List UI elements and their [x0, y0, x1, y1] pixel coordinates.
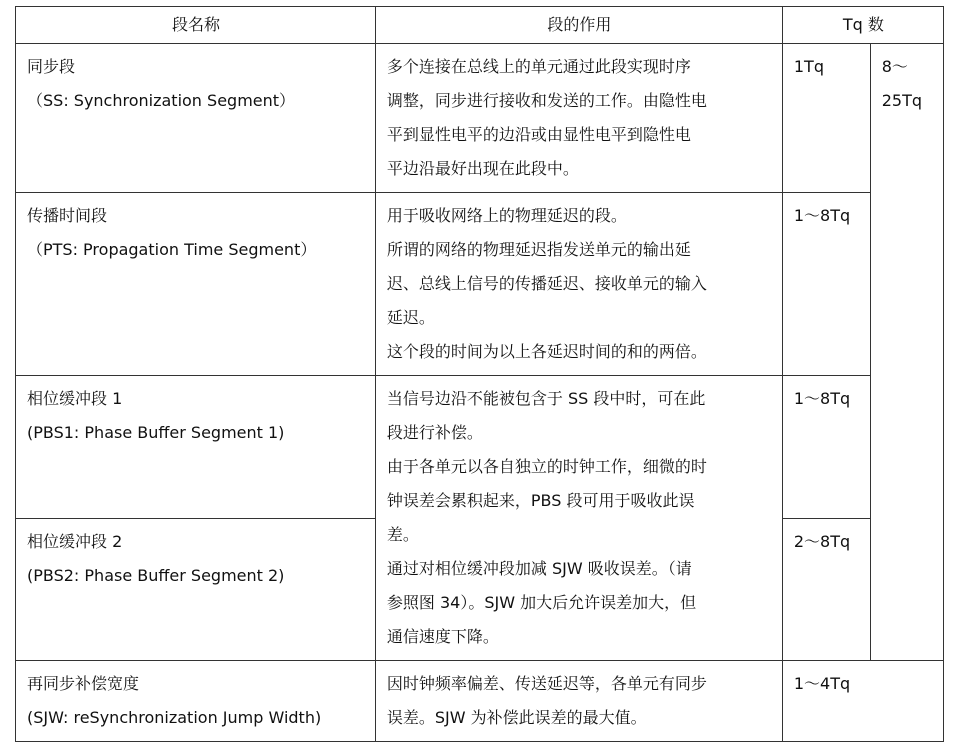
header-segment-role: 段的作用: [375, 7, 782, 44]
segment-name-cell: [16, 376, 376, 519]
role-line: 差。: [386, 525, 419, 544]
segment-name-cn: 传播时间段: [27, 206, 108, 225]
table-row-pbs1: [16, 376, 944, 519]
segment-name-cell: [16, 661, 376, 742]
role-line: 参照图 34）。SJW 加大后允许误差加大，但: [386, 593, 697, 612]
header-segment-name: 段名称: [16, 7, 376, 44]
segment-tq: 2～8Tq: [793, 531, 851, 551]
segment-name-cn: 再同步补偿宽度: [27, 674, 140, 693]
header-tq-count: Tq 数: [782, 7, 943, 44]
header-row: [16, 7, 944, 44]
role-line: 迟、总线上信号的传播延迟、接收单元的输入: [386, 274, 707, 293]
role-line: 平边沿最好出现在此段中。: [386, 159, 579, 178]
role-line: 延迟。: [386, 308, 435, 327]
role-line: 用于吸收网络上的物理延迟的段。: [386, 206, 627, 225]
role-line: 钟误差会累积起来，PBS 段可用于吸收此误: [386, 491, 695, 510]
role-line: 平到显性电平的边沿或由显性电平到隐性电: [386, 125, 691, 144]
table-row-sjw: [16, 661, 944, 742]
segment-name-cell: [16, 44, 376, 193]
segment-name-cell: [16, 518, 376, 661]
segment-tq-cell: [782, 661, 943, 742]
role-line: 由于各单元以各自独立的时钟工作，细微的时: [386, 457, 707, 476]
role-line: 因时钟频率偏差、传送延迟等，各单元有同步: [386, 674, 707, 693]
role-line: 通过对相位缓冲段加减 SJW 吸收误差。（请: [386, 559, 692, 578]
total-tq-cell: [870, 44, 943, 661]
segment-role-cell: [375, 661, 782, 742]
role-line: 误差。SJW 为补偿此误差的最大值。: [386, 708, 647, 727]
table-row-pts: [16, 193, 944, 376]
role-line: 通信速度下降。: [386, 627, 499, 646]
segment-role-cell: [375, 44, 782, 193]
role-line: 当信号边沿不能被包含于 SS 段中时，可在此: [386, 389, 706, 408]
role-line: 调整，同步进行接收和发送的工作。由隐性电: [386, 91, 707, 110]
total-tq-line: 25Tq: [881, 91, 923, 110]
role-line: 所谓的网络的物理延迟指发送单元的输出延: [386, 240, 691, 259]
segment-name-en: (PBS1: Phase Buffer Segment 1): [27, 423, 285, 442]
segment-tq: 1Tq: [793, 57, 824, 76]
segment-tq-cell: [782, 518, 870, 661]
segment-tq-cell: [782, 376, 870, 519]
role-line: 段进行补偿。: [386, 423, 483, 442]
segment-role-cell: [375, 193, 782, 376]
segment-name-cell: [16, 193, 376, 376]
role-line: 多个连接在总线上的单元通过此段实现时序: [386, 57, 691, 76]
segment-tq: 1～4Tq: [793, 674, 851, 693]
segment-tq-cell: [782, 193, 870, 376]
segment-name-cn: 相位缓冲段 1: [27, 389, 123, 408]
segment-name-cn: 同步段: [27, 57, 76, 76]
segment-tq: 1～8Tq: [793, 389, 851, 408]
segment-name-cn: 相位缓冲段 2: [27, 531, 123, 551]
segment-name-en: （PTS: Propagation Time Segment）: [27, 240, 317, 259]
segment-tq-cell: [782, 44, 870, 193]
total-tq-line: 8～: [881, 57, 908, 76]
segment-table: [15, 6, 944, 742]
table-row-ss: [16, 44, 944, 193]
segment-name-en: （SS: Synchronization Segment）: [27, 91, 296, 110]
segment-name-en: (PBS2: Phase Buffer Segment 2): [27, 565, 285, 585]
segment-role-cell-pbs: [375, 376, 782, 661]
segment-name-en: (SJW: reSynchronization Jump Width): [27, 708, 322, 727]
segment-tq: 1～8Tq: [793, 206, 851, 225]
role-line: 这个段的时间为以上各延迟时间的和的两倍。: [386, 342, 707, 361]
